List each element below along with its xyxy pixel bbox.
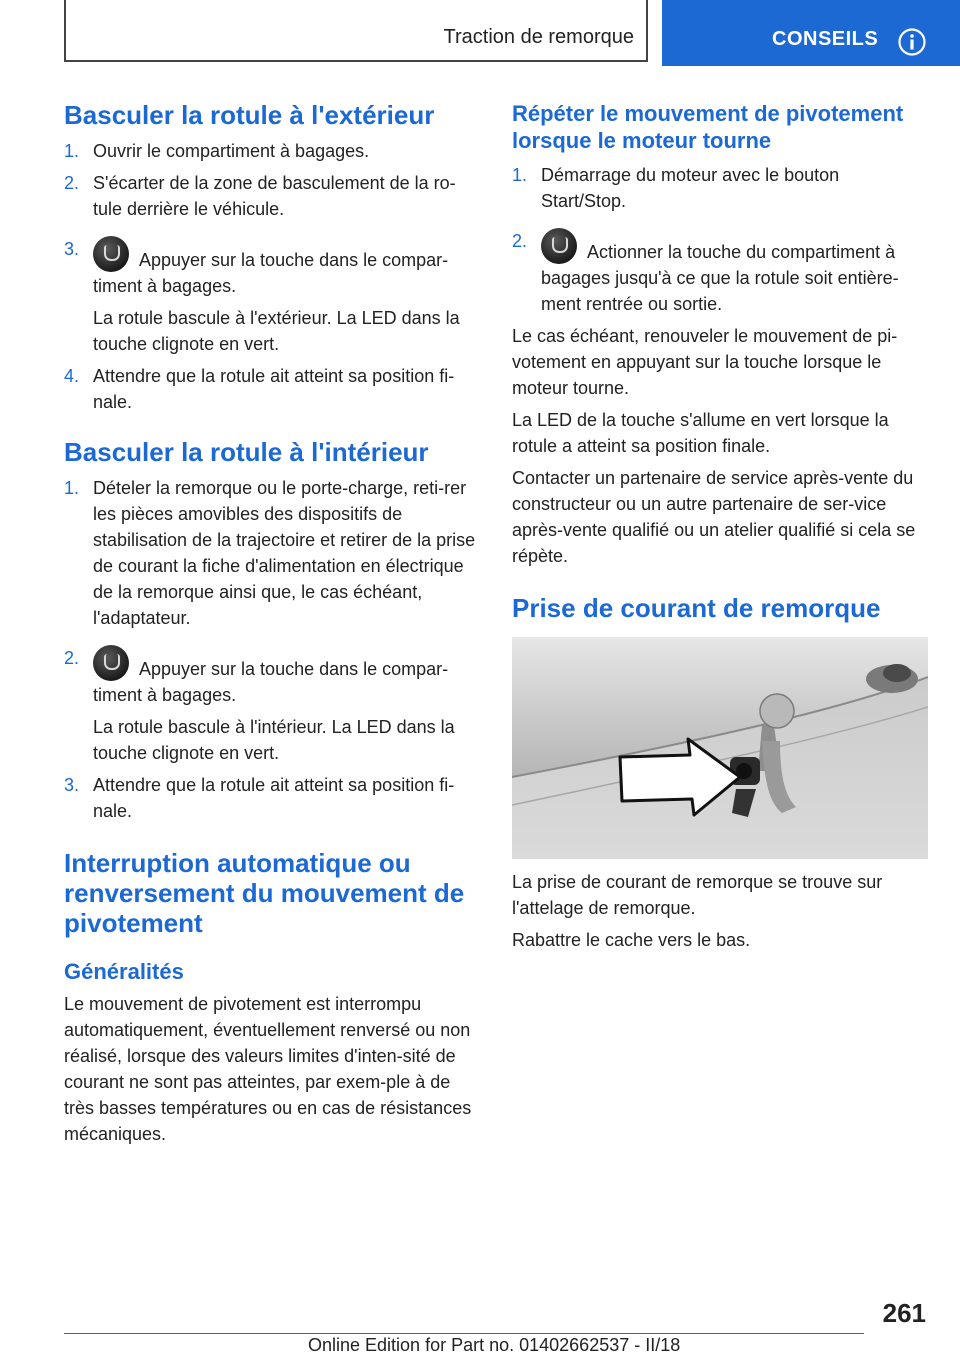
left-column (64, 100, 478, 1147)
heading-interruption: Interruption automatique ou renversement du mouvement de pivotement (64, 848, 465, 938)
step-note: La rotule bascule à l'intérieur. La LED dans la touche clignote en vert. (93, 717, 455, 763)
paragraph: Rabattre le cache vers le bas. (512, 930, 751, 950)
chapter-tab[interactable] (662, 0, 960, 66)
step-text: Attendre que la rotule ait atteint sa position fi-nale. (93, 775, 455, 821)
step-number: 1. (64, 141, 80, 161)
step-number: 3. (64, 239, 80, 259)
heading-extend: Basculer la rotule à l'extérieur (64, 100, 435, 130)
info-icon[interactable] (898, 28, 926, 56)
section-title: Traction de remorque (443, 26, 634, 48)
step-number: 1. (64, 478, 80, 498)
list-item (64, 236, 478, 357)
edition-note: Online Edition for Part no. 01402662537 - II/18 (308, 1335, 681, 1355)
step-number: 2. (64, 648, 80, 668)
steps-extend (64, 138, 478, 415)
step-text: Appuyer sur la touche dans le compar-timent à bagages. (93, 250, 449, 296)
heading-socket: Prise de courant de remorque (512, 593, 881, 623)
step-text: S'écarter de la zone de basculement de la ro-tule derrière le véhicule. (93, 173, 456, 219)
paragraph: Le cas échéant, renouveler le mouvement de pi-votement en appuyant sur la touche lorsque le moteur tourne. (512, 326, 898, 398)
paragraph: La prise de courant de remorque se trouve sur l'attelage de remorque. (512, 872, 883, 918)
step-note: La rotule bascule à l'extérieur. La LED dans la touche clignote en vert. (93, 308, 460, 354)
list-item (512, 228, 928, 317)
steps-repeat (512, 162, 928, 317)
step-text: Démarrage du moteur avec le bouton Start/Stop. (541, 165, 840, 211)
right-column (512, 100, 928, 953)
step-number: 2. (64, 173, 80, 193)
list-item (64, 772, 478, 824)
paragraph: La LED de la touche s'allume en vert lorsque la rotule a atteint sa position finale. (512, 410, 889, 456)
list-item (64, 363, 478, 415)
list-item (64, 138, 478, 164)
chapter-title: CONSEILS (772, 28, 879, 50)
step-text: Dételer la remorque ou le porte-charge, reti-rer les pièces amovibles des dispositifs de stabilisation de la trajectoire et retirer de la prise de courant la fiche d'alimentation en électrique de la remorque ainsi que, le cas échéant, l'adaptateur. (93, 478, 476, 628)
step-text: Attendre que la rotule ait atteint sa position fi-nale. (93, 366, 455, 412)
paragraph: Contacter un partenaire de service après-vente du constructeur ou un autre partenaire de ser-vice après-vente qualifié ou un atelier qualifié si cela se répète. (512, 468, 916, 566)
page-number: 261 (882, 1298, 926, 1328)
tow-hitch-button-icon (93, 645, 129, 681)
trailer-socket-illustration (512, 637, 928, 859)
tow-hitch-button-icon (93, 236, 129, 272)
heading-retract: Basculer la rotule à l'intérieur (64, 437, 429, 467)
tow-hitch-button-icon (541, 228, 577, 264)
step-number: 4. (64, 366, 80, 386)
step-text: Ouvrir le compartiment à bagages. (93, 141, 370, 161)
general-body: Le mouvement de pivotement est interrompu automatiquement, éventuellement renversé ou non réalisé, lorsque des valeurs limites d'inten-sité de courant ne sont pas atteintes, par exem-ple à de très basses températures ou en cas de résistances mécaniques. (64, 994, 472, 1144)
footer-divider (64, 1333, 864, 1334)
list-item (64, 475, 478, 631)
page-header (0, 0, 960, 66)
subheading-general: Généralités (64, 959, 184, 984)
list-item (64, 645, 478, 766)
steps-retract (64, 475, 478, 824)
step-number: 1. (512, 165, 528, 185)
step-text: Appuyer sur la touche dans le compar-timent à bagages. (93, 659, 449, 705)
trailer-hitch-image (512, 637, 928, 859)
step-number: 3. (64, 775, 80, 795)
step-number: 2. (512, 231, 528, 251)
list-item (64, 170, 478, 222)
list-item (512, 162, 928, 214)
step-text: Actionner la touche du compartiment à bagages jusqu'à ce que la rotule soit entière-ment rentrée ou sortie. (541, 242, 899, 314)
heading-repeat: Répéter le mouvement de pivotement lorsque le moteur tourne (512, 101, 904, 153)
